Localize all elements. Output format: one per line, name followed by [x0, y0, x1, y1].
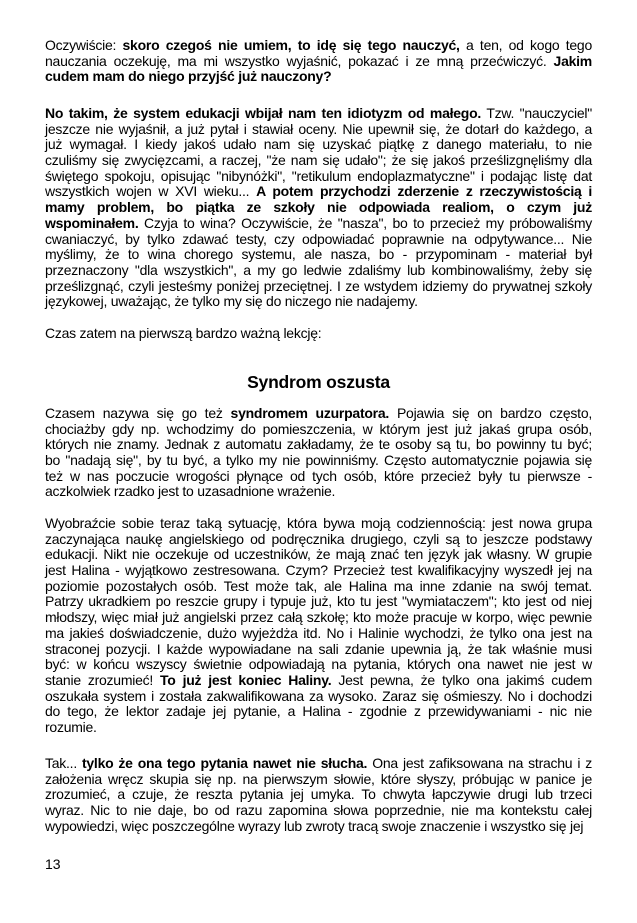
paragraph [45, 756, 592, 834]
text-line [45, 563, 592, 579]
text-line [45, 772, 592, 788]
text-line [45, 657, 592, 673]
text-run: Wyobraźcie sobie teraz taką sytuację, która bywa moją codziennością: jest nowa grupa [45, 515, 592, 531]
text-line [45, 610, 592, 626]
text-run: jeszcze nie wyjaśnił, a już pytał i stawiał oceny. Nie upewnił się, że dotarł do każdego, a [45, 120, 592, 137]
text-line [45, 437, 592, 453]
text-run: oszukała system i została zakwalifikowana za wysoko. Zaraz się ośmieszy. No i dochodzi [45, 687, 592, 704]
bold-text: skoro czegoś nie umiem, to idę się tego nauczyć, [122, 37, 460, 53]
text-line [45, 756, 592, 772]
text-run: bo "nadają się", by tu być, a tylko my nie powinniśmy. Często automatycznie pojawia się [45, 452, 592, 469]
text-run: Tzw. "nauczyciel" [481, 105, 592, 121]
text-run: Tak... [45, 755, 82, 771]
text-line [45, 263, 592, 279]
text-line [45, 106, 592, 122]
text-line [45, 294, 592, 310]
text-run: Czasem nazywa się go też [45, 405, 231, 421]
text-run: Oczywiście: [45, 37, 123, 53]
bold-text: tylko że ona tego pytania nawet nie słucha. [81, 755, 368, 771]
text-line [45, 422, 592, 438]
text-line [45, 169, 592, 185]
paragraph [45, 516, 592, 736]
text-run: językowej, uważając, że tylko my się do niczego nie nadajemy. [45, 293, 418, 310]
text-line [45, 153, 592, 169]
text-run: jest Halina - wyjątkowo zestresowana. Czym? Przecież test kwalifikacyjny wyszedł jej na [45, 562, 592, 579]
text-line [45, 184, 592, 200]
text-line [45, 689, 592, 705]
page-number: 13 [45, 856, 61, 872]
paragraph [45, 406, 592, 500]
text-run: do tego, że lektor zadaje jej pytanie, a Halina - zgodnie z przewidywaniami - nic nie [45, 703, 592, 720]
bold-text: No takim, że system edukacji wbijał nam ten idiotyzm od małego. [45, 105, 482, 121]
bold-text: mamy problem, bo piątka ze szkoły nie odpowiada realiom, o czym już [45, 199, 592, 216]
text-run: wyraz. Nic to nie daje, bo od razu zapomina słowa poprzednie, nie ma kontekstu całej [45, 802, 592, 819]
text-run: wypowiedzi, więc poszczególne wyrazy lub zwroty tracą swoje znaczenie i wszystko się jej [45, 817, 584, 834]
text-run: Czyja to wina? Oczywiście, że "nasza", bo to przecież my próbowaliśmy [138, 214, 592, 231]
paragraph [45, 326, 592, 342]
text-run: rozumie. [45, 718, 97, 735]
text-run: Ona jest zafiksowana na strachu i z [367, 755, 592, 771]
text-line [45, 673, 592, 689]
text-run: Jest pewna, że tylko ona jakimś cudem [331, 671, 593, 688]
text-line [45, 232, 592, 248]
paragraph [45, 106, 592, 310]
text-line [45, 704, 592, 720]
text-line [45, 38, 592, 54]
text-line [45, 326, 592, 342]
section-heading: Syndrom oszusta [247, 372, 390, 392]
text-line [45, 532, 592, 548]
text-line [45, 406, 592, 422]
text-run: a ten, od kogo tego [459, 37, 593, 53]
text-line [45, 720, 592, 736]
text-line [45, 54, 592, 70]
text-line [45, 626, 592, 642]
text-run: też w nas poczucie wrogości płynące od tych osób, które przecież były tu pierwsze - [45, 467, 592, 484]
text-run: myślimy, że to wina chorego systemu, ale nasza, bo - przypominam - materiał był [45, 246, 592, 263]
text-run: nauczania oczekuję, ma mi wszystko wyjaśnić, pokazać i ze mną przećwiczyć. [45, 52, 554, 69]
text-run: wszystkich wojen w XVI wieku... [45, 183, 257, 200]
bold-text: Jakim [553, 52, 592, 69]
text-line [45, 216, 592, 232]
text-run: chociażby gdy np. wchodzimy do pomieszczenia, w którym jest już jakaś grupa osób, [45, 420, 592, 437]
text-run: przeznaczony "dla wszystkich", a my go ledwie zdaliśmy lub kombinowaliśmy, żeby się [45, 261, 592, 278]
text-run: edukacji. Nikt nie oczekuje od uczestników, że mają znać ten język jak własny. W grupie [45, 546, 592, 563]
bold-text: To już jest koniec Haliny. [160, 671, 332, 688]
text-run: Pojawia się on bardzo często, [389, 405, 592, 421]
text-line [45, 594, 592, 610]
text-run: Czas zatem na pierwszą bardzo ważną lekcję: [45, 325, 322, 341]
bold-text: syndromem uzurpatora. [230, 405, 390, 421]
text-run: straconej pozycji. I każde wypowiadane na sali zdanie upewnia ją, że tak właśnie musi [45, 640, 592, 657]
text-line [45, 516, 592, 532]
text-line [45, 819, 592, 835]
text-run: stanie zrozumieć! [45, 671, 161, 688]
text-line [45, 642, 592, 658]
text-line [45, 579, 592, 595]
text-run: Patrzy ukradkiem po reszcie grupy i typuje już, kto tu jest "wymiataczem"; kto jest od niej [45, 593, 592, 610]
text-line [45, 200, 592, 216]
text-run: ma jakieś doświadczenie, dużo wyjeżdża itd. No i Halinie wychodzi, że tylko ona jest na [45, 624, 592, 641]
bold-text: wspominałem. [45, 214, 139, 231]
text-line [45, 122, 592, 138]
text-line [45, 69, 592, 85]
text-run: czuliśmy się zwycięzcami, a raczej, "że nam się udało"; że się jakoś prześlizgnęliśmy dla [45, 152, 592, 169]
text-line [45, 484, 592, 500]
text-run: których nie znamy. Jednak z automatu zakładamy, że te osoby są tu, bo powinny tu być; [45, 436, 592, 453]
text-run: już wymagał. I kiedy jakoś udało nam się uzyskać piątkę z danego materiału, to nie [45, 136, 592, 153]
text-line [45, 469, 592, 485]
text-line [45, 279, 592, 295]
text-line [45, 453, 592, 469]
text-run: aczkolwiek rzadko jest to uzasadnione wrażenie. [45, 483, 336, 500]
text-run: prześlizgnąć, czyli jesteśmy poniżej przeciętnej. I ze wstydem idziemy do prywatnej szkoły [45, 277, 592, 294]
text-run: założenia wręcz skupia się np. na pierwszym słowie, które słyszy, próbując w panice je [45, 770, 592, 787]
text-line [45, 547, 592, 563]
text-run: zrozumieć, a czuje, że reszta pytania jej umyka. To chwyta łapczywie drugi lub trzeci [45, 786, 592, 803]
text-line [45, 137, 592, 153]
text-run: cwaniaczyć, by tylko zdawać testy, czy odpowiadać poprawnie na odpytywance... Nie [45, 230, 592, 247]
bold-text: A potem przychodzi zderzenie z rzeczywistością i [256, 183, 592, 200]
text-run: świętego spokoju, opisując "nibynóżki", "retikulum endoplazmatyczne" i podając listę dat [45, 167, 592, 184]
text-line [45, 803, 592, 819]
text-run: młodszy, więc miał już angielski przez całą szkołę; kto może pracuje w korpo, więc pewnie [45, 609, 592, 626]
text-line [45, 787, 592, 803]
bold-text: cudem mam do niego przyjść już nauczony? [45, 68, 332, 85]
paragraph [45, 38, 592, 85]
text-run: być: w końcu wszyscy świetnie odpowiadają na pytania, których ona nawet nie jest w [45, 656, 592, 673]
text-run: zaczynająca naukę angielskiego od podręcznika drugiego, czyli są to jeszcze podstawy [45, 530, 592, 547]
text-line [45, 247, 592, 263]
text-run: poziomie pozostałych osób. Test może tak, ale Halina ma inne zdanie na swój temat. [45, 577, 592, 594]
